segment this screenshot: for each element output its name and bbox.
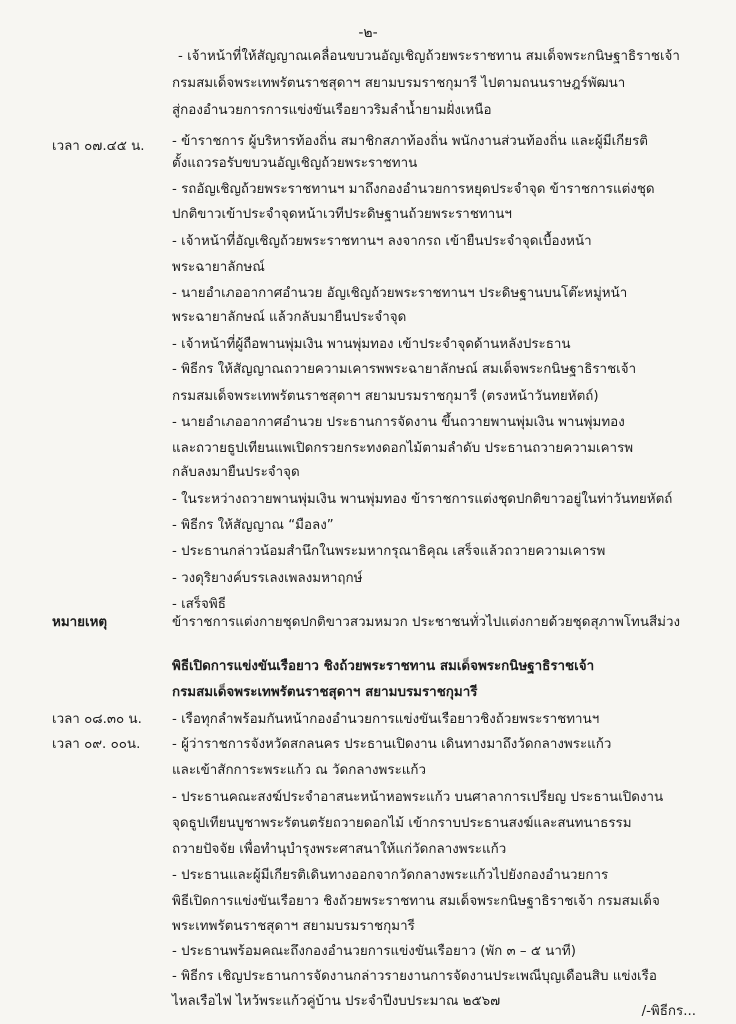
paragraph-line: พิธีเปิดการแข่งขันเรือยาว ชิงถ้วยพระราชทาน สมเด็จพระกนิษฐาธิราชเจ้า กรมสมเด็จ	[172, 894, 660, 909]
time-label: เวลา ๐๘.๓๐ น.	[52, 712, 142, 727]
paragraph-line: - ข้าราชการ ผู้บริหารท้องถิ่น สมาชิกสภาท้องถิ่น พนักงานส่วนท้องถิ่น และผู้มีเกียรติ	[172, 134, 648, 149]
paragraph-line: - นายอำเภออากาศอำนวย ประธานการจัดงาน ขึ้นถวายพานพุ่มเงิน พานพุ่มทอง	[172, 415, 625, 430]
paragraph-line: ตั้งแถวรอรับขบวนอัญเชิญถ้วยพระราชทาน	[172, 156, 418, 171]
paragraph-line: จุดธูปเทียนบูชาพระรัตนตรัยถวายดอกไม้ เข้ากราบประธานสงฆ์และสนทนาธรรม	[172, 816, 632, 831]
paragraph-line: กรมสมเด็จพระเทพรัตนราชสุดาฯ สยามบรมราชกุมารี (ตรงหน้าวันทยหัตถ์)	[172, 389, 599, 404]
paragraph-line: - วงดุริยางค์บรรเลงเพลงมหาฤกษ์	[172, 571, 363, 586]
paragraph-line: - ผู้ว่าราชการจังหวัดสกลนคร ประธานเปิดงาน เดินทางมาถึงวัดกลางพระแก้ว	[172, 737, 612, 752]
paragraph-line: กรมสมเด็จพระเทพรัตนราชสุดาฯ สยามบรมราชกุมารี ไปตามถนนราษฎร์พัฒนา	[172, 76, 626, 91]
paragraph-line: - เจ้าหน้าที่ให้สัญญาณเคลื่อนขบวนอัญเชิญถ้วยพระราชทาน สมเด็จพระกนิษฐาธิราชเจ้า	[178, 49, 680, 64]
paragraph-line: - ประธานและผู้มีเกียรติเดินทางออกจากวัดกลางพระแก้วไปยังกองอำนวยการ	[172, 868, 609, 883]
paragraph-line: ปกติขาวเข้าประจำจุดหน้าเวทีประดิษฐานถ้วยพระราชทานฯ	[172, 207, 512, 222]
paragraph-line: พระเทพรัตนราชสุดาฯ สยามบรมราชกุมารี	[172, 919, 415, 934]
time-label: เวลา ๐๗.๔๕ น.	[52, 139, 145, 154]
note-label: หมายเหตุ	[52, 615, 108, 630]
paragraph-line: และเข้าสักการะพระแก้ว ณ วัดกลางพระแก้ว	[172, 763, 427, 778]
paragraph-line: พระฉายาลักษณ์ แล้วกลับมายืนประจำจุด	[172, 310, 407, 325]
time-label: เวลา ๐๙. ๐๐น.	[52, 737, 141, 752]
paragraph-line: ถวายปัจจัย เพื่อทำนุบำรุงพระศาสนาให้แก่วัดกลางพระแก้ว	[172, 842, 507, 857]
paragraph-line: - เจ้าหน้าที่ผู้ถือพานพุ่มเงิน พานพุ่มทอง เข้าประจำจุดด้านหลังประธาน	[172, 337, 571, 352]
paragraph-line: - พิธีกร เชิญประธานการจัดงานกล่าวรายงานการจัดงานประเพณีบุญเดือนสิบ แข่งเรือ	[172, 969, 657, 984]
paragraph-line: - ประธานคณะสงฆ์ประจำอาสนะหน้าหอพระแก้ว บนศาลาการเปรียญ ประธานเปิดงาน	[172, 790, 664, 805]
paragraph-line: ไหลเรือไฟ ไหว้พระแก้วคู่บ้าน ประจำปีงบประมาณ ๒๕๖๗	[172, 994, 501, 1009]
paragraph-line: - ประธานพร้อมคณะถึงกองอำนวยการแข่งขันเรือยาว (พัก ๓ – ๕ นาที)	[172, 944, 576, 959]
section-title: กรมสมเด็จพระเทพรัตนราชสุดาฯ สยามบรมราชกุมารี	[172, 685, 478, 700]
paragraph-line: พระฉายาลักษณ์	[172, 260, 265, 275]
paragraph-line: สู่กองอำนวยการการแข่งขันเรือยาวริมลำน้ำยามฝั่งเหนือ	[172, 103, 492, 118]
continuation-marker: /-พิธีกร...	[641, 1004, 696, 1019]
section-title: พิธีเปิดการแข่งขันเรือยาว ชิงถ้วยพระราชทาน สมเด็จพระกนิษฐาธิราชเจ้า	[172, 659, 595, 674]
paragraph-line: - เสร็จพิธี	[172, 597, 226, 612]
paragraph-line: - เรือทุกลำพร้อมกันหน้ากองอำนวยการแข่งขันเรือยาวชิงถ้วยพระราชทานฯ	[172, 712, 600, 727]
note-text: ข้าราชการแต่งกายชุดปกติขาวสวมหมวก ประชาชนทั่วไปแต่งกายด้วยชุดสุภาพโทนสีม่วง	[172, 615, 681, 630]
page-number: -๒-	[358, 25, 378, 41]
paragraph-line: และถวายธูปเทียนแพเปิดกรวยกระทงดอกไม้ตามลำดับ ประธานถวายความเคารพ	[172, 441, 634, 456]
paragraph-line: - พิธีกร ให้สัญญาณ “มือลง”	[172, 518, 334, 533]
paragraph-line: กลับลงมายืนประจำจุด	[172, 465, 300, 480]
paragraph-line: - ประธานกล่าวน้อมสำนึกในพระมหากรุณาธิคุณ เสร็จแล้วถวายความเคารพ	[172, 544, 606, 559]
paragraph-line: - เจ้าหน้าที่อัญเชิญถ้วยพระราชทานฯ ลงจากรถ เข้ายืนประจำจุดเบื้องหน้า	[172, 234, 592, 249]
paragraph-line: - นายอำเภออากาศอำนวย อัญเชิญถ้วยพระราชทานฯ ประดิษฐานบนโต๊ะหมู่หน้า	[172, 286, 628, 301]
paragraph-line: - พิธีกร ให้สัญญาณถวายความเคารพพระฉายาลักษณ์ สมเด็จพระกนิษฐาธิราชเจ้า	[172, 362, 637, 377]
paragraph-line: - ในระหว่างถวายพานพุ่มเงิน พานพุ่มทอง ข้าราชการแต่งชุดปกติขาวอยู่ในท่าวันทยหัตถ์	[172, 492, 673, 507]
paragraph-line: - รถอัญเชิญถ้วยพระราชทานฯ มาถึงกองอำนวยการหยุดประจำจุด ข้าราชการแต่งชุด	[172, 182, 655, 197]
